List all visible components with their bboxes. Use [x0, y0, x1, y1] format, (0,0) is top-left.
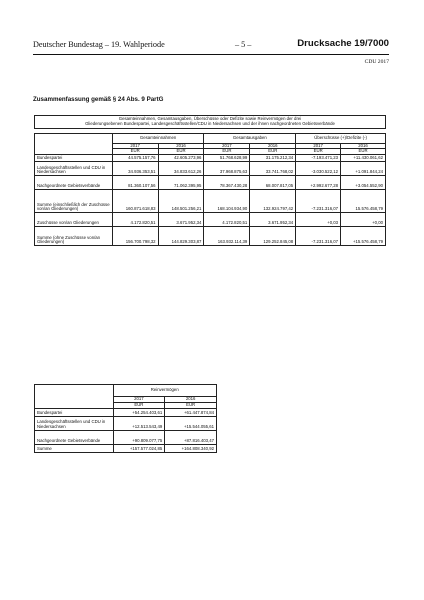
table-caption-line1: Gesamteinnahmen, Gesamtausgaben, Überschüsse oder Defizite sowie Reinvermögen der drei: [118, 116, 302, 121]
cell-value: 34.936.353,51: [112, 162, 158, 176]
unit-header: EUR: [158, 149, 204, 155]
cell-value: -7.231.316,07: [296, 190, 341, 213]
header-rule: [33, 54, 389, 55]
row-label: Summe (ohne Zuschüsse von/an Gliederungen): [35, 227, 113, 246]
year-header: 2017: [113, 397, 165, 403]
cell-value: 71.062.395,95: [158, 176, 204, 190]
cell-value: 31.175.212,34: [250, 155, 296, 162]
cell-value: 148.501.256,21: [158, 190, 204, 213]
cell-value: 3.671.952,34: [250, 213, 296, 227]
page-number: – 5 –: [235, 40, 252, 49]
cell-value: +0,00: [341, 213, 386, 227]
cell-value: 160.871.618,83: [112, 190, 158, 213]
row-label: Nachgeordnete Gebietsverbände: [35, 176, 113, 190]
cell-value: 144.829.303,87: [158, 227, 204, 246]
cell-value: 81.360.107,56: [112, 176, 158, 190]
page-header: [33, 39, 389, 53]
drucksache-number: Drucksache 19/7000: [297, 38, 389, 49]
table-caption-line2: Gliederungsebenen Bundespartei, Landesgeschäftsstellen/CDU in Niedersachsen und der ihnen nachgeordneten Gebietsverbände: [85, 120, 335, 126]
cell-value: +157.577.024,85: [113, 444, 165, 452]
table-row: [35, 176, 386, 190]
cell-value: 3.671.952,34: [158, 213, 204, 227]
table-row: [35, 430, 217, 444]
year-header: 2016: [158, 143, 204, 149]
cell-value: +164.808.340,92: [165, 444, 217, 452]
row-label: Zuschüsse von/an Gliederungen: [35, 213, 113, 227]
cell-value: +90.809.077,75: [113, 430, 165, 444]
cell-value: 42.605.273,96: [158, 155, 204, 162]
cell-value: +11.430.061,62: [341, 155, 386, 162]
year-header: 2016: [341, 143, 386, 149]
unit-header: EUR: [112, 149, 158, 155]
group-header-row: [35, 133, 386, 143]
group-header-reinvermoegen: Reinvermögen: [113, 385, 217, 397]
summary-table: [34, 115, 386, 246]
unit-header: EUR: [341, 149, 386, 155]
cell-value: -7.231.316,07: [296, 227, 341, 246]
year-header: 2016: [250, 143, 296, 149]
group-header-row: [35, 385, 217, 397]
empty-header-cell: [35, 133, 113, 155]
cell-value: 78.367.430,28: [204, 176, 250, 190]
row-label: Landesgeschäftsstellen und CDU in Niedersachsen: [35, 416, 114, 430]
net-assets-table: [34, 384, 217, 453]
group-header-ausgaben: Gesamtausgaben: [204, 133, 296, 143]
cell-value: 51.768.628,99: [204, 155, 250, 162]
cell-value: 33.741.768,02: [250, 162, 296, 176]
cell-value: 168.104.934,90: [204, 190, 250, 213]
row-label: Summe: [35, 444, 114, 452]
cell-value: 68.007.817,05: [250, 176, 296, 190]
cell-value: 156.700.798,32: [112, 227, 158, 246]
cell-value: 129.252.845,08: [250, 227, 296, 246]
year-header: 2016: [165, 397, 217, 403]
table-row: [35, 190, 386, 213]
cell-value: +2.992.677,28: [296, 176, 341, 190]
unit-header: EUR: [204, 149, 250, 155]
cell-value: +54.254.403,61: [113, 408, 165, 416]
cell-value: 163.932.114,39: [204, 227, 250, 246]
table-row: [35, 213, 386, 227]
table-row: [35, 227, 386, 246]
section-title: Zusammenfassung gemäß § 24 Abs. 9 PartG: [33, 96, 164, 103]
unit-header: EUR: [250, 149, 296, 155]
year-header: 2017: [296, 143, 341, 149]
cell-value: 44.575.157,76: [112, 155, 158, 162]
cell-value: +61.447.874,84: [165, 408, 217, 416]
cell-value: 15.576.458,79: [341, 190, 386, 213]
row-label: Landesgeschäftsstellen und CDU in Niedersachsen: [35, 162, 113, 176]
cell-value: +12.513.543,49: [113, 416, 165, 430]
unit-header: EUR: [165, 402, 217, 408]
table-row: [35, 155, 386, 162]
cell-value: +0,03: [296, 213, 341, 227]
cell-value: -3.030.522,12: [296, 162, 341, 176]
empty-header-cell: [35, 385, 114, 409]
cell-value: 4.172.820,51: [204, 213, 250, 227]
cell-value: 37.968.875,63: [204, 162, 250, 176]
year-header: 2017: [204, 143, 250, 149]
cell-value: +3.054.552,90: [341, 176, 386, 190]
org-label: CDU 2017: [364, 59, 389, 65]
table-row: [35, 408, 217, 416]
cell-value: +15.544.055,61: [165, 416, 217, 430]
row-label: Bundespartei: [35, 155, 113, 162]
parliament-label: Deutscher Bundestag – 19. Wahlperiode: [33, 40, 165, 49]
table-row: [35, 416, 217, 430]
table-row: [35, 444, 217, 452]
unit-header: EUR: [296, 149, 341, 155]
group-header-einnahmen: Gesamteinnahmen: [112, 133, 204, 143]
cell-value: +1.091.844,24: [341, 162, 386, 176]
group-header-ueberschuesse: Überschüsse (+)/Defizite (-): [296, 133, 386, 143]
table-row: [35, 162, 386, 176]
unit-header: EUR: [113, 402, 165, 408]
cell-value: 4.172.820,51: [112, 213, 158, 227]
cell-value: +87.816.403,47: [165, 430, 217, 444]
cell-value: +15.576.458,79: [341, 227, 386, 246]
cell-value: 132.924.797,42: [250, 190, 296, 213]
row-label: Summe (einschließlich der Zuschüsse von/an Gliederungen): [35, 190, 113, 213]
cell-value: -7.193.471,23: [296, 155, 341, 162]
row-label: Nachgeordnete Gebietsverbände: [35, 430, 114, 444]
cell-value: 34.833.612,26: [158, 162, 204, 176]
year-header: 2017: [112, 143, 158, 149]
table-caption-row: [35, 116, 386, 129]
row-label: Bundespartei: [35, 408, 114, 416]
